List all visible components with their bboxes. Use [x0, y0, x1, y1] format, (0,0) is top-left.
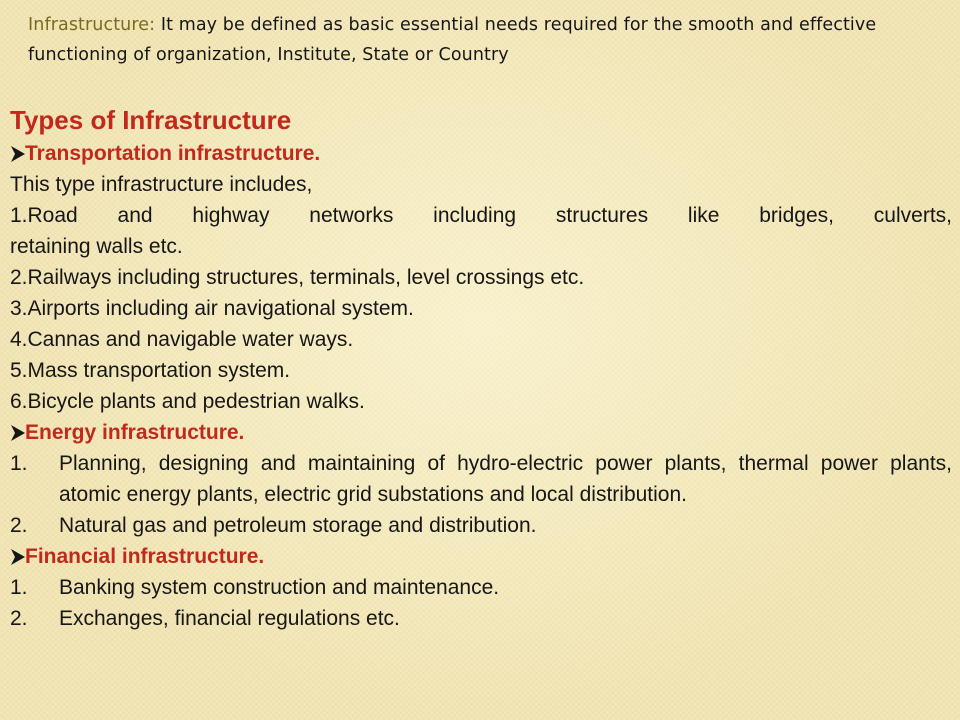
transport-heading [10, 138, 952, 169]
financial-item-1-text: Banking system construction and maintenance. [59, 576, 500, 599]
energy-heading-label: Energy infrastructure. [25, 421, 245, 444]
transport-item-1-line-1: 1.Road and highway networks including structures like bridges, culverts, [10, 204, 952, 227]
energy-item-2-number: 2. [10, 514, 28, 537]
energy-item-2-text: Natural gas and petroleum storage and distribution. [59, 514, 537, 537]
arrow-bullet-icon [11, 548, 25, 566]
financial-item-2-number: 2. [10, 607, 28, 630]
transport-heading-label: Transportation infrastructure. [25, 142, 321, 165]
energy-item-1 [10, 448, 952, 510]
financial-item-2-text: Exchanges, financial regulations etc. [59, 607, 400, 630]
financial-heading [10, 541, 952, 572]
financial-item-2 [10, 603, 952, 634]
financial-item-1-number: 1. [10, 576, 28, 599]
definition-paragraph [28, 10, 948, 70]
transport-item-2: 2.Railways including structures, terminals, level crossings etc. [10, 266, 585, 289]
financial-item-1 [10, 572, 952, 603]
definition-text: It may be defined as basic essential needs required for the smooth and effective functioning of organization, Institute, State or Country [28, 15, 877, 65]
definition-term: Infrastructure: [28, 15, 156, 35]
transport-item-6: 6.Bicycle plants and pedestrian walks. [10, 390, 365, 413]
energy-item-2 [10, 510, 952, 541]
arrow-bullet-icon [11, 424, 25, 442]
energy-item-1-text: Planning, designing and maintaining of hydro-electric power plants, thermal power plants, atomic energy plants, electric grid substations and local distribution. [59, 452, 952, 506]
financial-heading-label: Financial infrastructure. [25, 545, 265, 568]
transport-item-4: 4.Cannas and navigable water ways. [10, 328, 354, 351]
slide-content [10, 104, 952, 634]
transport-item-1-line-2: retaining walls etc. [10, 235, 183, 258]
energy-heading [10, 417, 952, 448]
arrow-bullet-icon [11, 145, 25, 163]
transport-item-3: 3.Airports including air navigational system. [10, 297, 414, 320]
transport-item-5: 5.Mass transportation system. [10, 359, 291, 382]
slide-title: Types of Infrastructure [10, 105, 292, 135]
energy-item-1-number: 1. [10, 452, 28, 475]
transport-intro: This type infrastructure includes, [10, 173, 313, 196]
